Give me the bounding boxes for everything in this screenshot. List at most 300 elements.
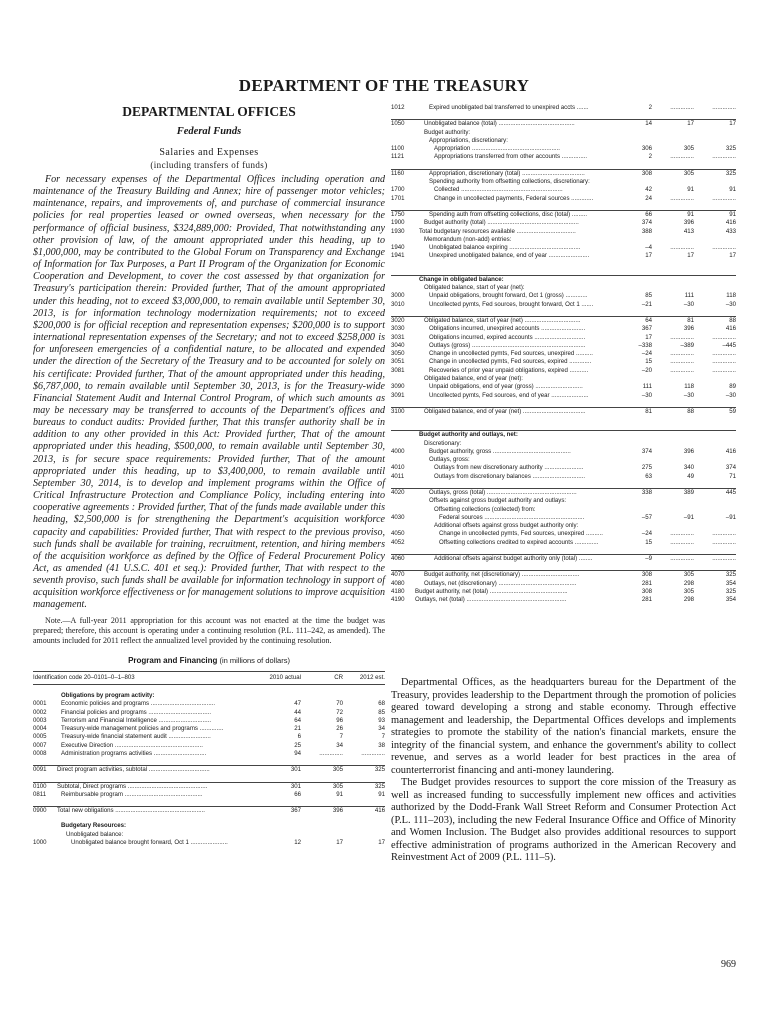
value-2012-est: 416 [725, 219, 736, 227]
value-cr: 305 [652, 571, 694, 580]
spacer-row [391, 162, 736, 170]
line-code: 3090 [391, 383, 405, 391]
account-title: Salaries and Expenses [159, 147, 259, 158]
table-row [391, 571, 736, 580]
value-2012-est: 91 [729, 186, 736, 194]
line-code: 0005 [33, 733, 47, 741]
value-2012-est: .............. [694, 555, 736, 564]
table-row [33, 807, 385, 816]
line-code: 4070 [391, 571, 415, 580]
line-code: 1100 [391, 145, 405, 153]
line-code: 4190 [391, 596, 405, 604]
table-row [391, 367, 736, 375]
spacer-cell [33, 815, 385, 822]
table-row [391, 186, 736, 194]
table-header-row [33, 671, 385, 684]
line-description: Collected ............................................................ [434, 186, 563, 194]
value-2012-est: 34 [378, 725, 385, 733]
line-description: Offsetting collections (collected) from: [434, 505, 536, 513]
line-description: Obligated balance, end of year (net): [424, 375, 523, 383]
value-2012-est: 38 [378, 741, 385, 749]
value-cr: .............. [670, 530, 694, 538]
table-row [391, 252, 736, 260]
value-2012-est: 325 [343, 782, 385, 791]
line-description: Outlays from new discretionary authority ....................... [434, 464, 584, 472]
line-description: Total budgetary resources available ................................... [419, 227, 576, 235]
line-description: Change in obligated balance: [415, 275, 736, 284]
value-2012-est: 71 [729, 472, 736, 480]
value-2010-actual: –30 [641, 391, 652, 399]
spacer-cell [391, 309, 736, 317]
value-2012-est: 118 [726, 292, 736, 300]
table-row [391, 383, 736, 391]
table-row [33, 766, 385, 775]
line-code: 3010 [391, 300, 405, 308]
value-cr: 70 [336, 700, 343, 708]
table-row [391, 145, 736, 153]
spacer-row [391, 416, 736, 423]
value-2012-est: 416 [725, 325, 736, 333]
table-row [391, 407, 736, 416]
spacer-row [391, 309, 736, 317]
value-2010-actual: 281 [641, 579, 652, 587]
section-subtitle: Federal Funds [176, 126, 242, 137]
line-code [391, 284, 415, 292]
value-2012-est: .............. [712, 358, 736, 366]
narrative-paragraph: The Budget provides resources to support the core mission of the Treasury as well as increased funding to successfully implement new offices and activities authorized by the Dodd-Frank Wall Street Reform and Consumer Protection Act (P.L. 111–203), including the new Federal Insurance Office and Office of Minority and Women Inclusion. The Budget also provides additional resources to support effective administration of programs authorized in the American Recovery and Reinvestment Act of 2009 (P.L. 111–5). [391, 777, 736, 863]
line-description: Treasury-wide financial statement audit ......................... [61, 733, 211, 741]
value-2010-actual: 338 [610, 488, 652, 497]
value-2012-est: 59 [694, 407, 736, 416]
line-description: Unobligated balance (total) ............................................. [415, 120, 610, 129]
line-code [391, 506, 415, 514]
value-2012-est: 374 [725, 464, 736, 472]
table-row [391, 440, 736, 448]
spacer-row [33, 815, 385, 822]
value-2010-actual: 388 [641, 227, 652, 235]
line-code: 0001 [33, 700, 47, 708]
table-row [33, 782, 385, 791]
table-row [33, 700, 385, 708]
value-cr: 91 [336, 790, 343, 798]
spacer-cell [391, 547, 736, 555]
line-code: 3050 [391, 350, 405, 358]
value-cr: .............. [670, 104, 694, 111]
value-2010-actual: 42 [645, 186, 652, 194]
line-description: Obligated balance, start of year (net) ................................. [415, 316, 610, 325]
line-code: 0007 [33, 741, 47, 749]
value-cr: –91 [683, 513, 694, 521]
spacer-row [391, 400, 736, 408]
value-2012-est: 416 [725, 447, 736, 455]
identification-code: Identification code 20–0101–0–1–803 [33, 671, 259, 684]
line-description: Budget authority: [424, 128, 471, 136]
value-cr: 298 [683, 579, 694, 587]
table-row [391, 178, 736, 186]
table-row [391, 292, 736, 300]
value-2010-actual: 367 [641, 325, 652, 333]
value-cr: 305 [683, 145, 694, 153]
table-row [33, 742, 385, 750]
value-2012-est: 325 [694, 571, 736, 580]
value-2012-est: .............. [712, 104, 736, 111]
line-description: Obligated balance, end of year (net) ..................................... [415, 407, 610, 416]
value-cr: 396 [683, 219, 694, 227]
line-code [391, 236, 415, 244]
line-code: 1701 [391, 194, 405, 202]
line-code: 3081 [391, 366, 405, 374]
spacer-row [391, 203, 736, 211]
spacer-cell [391, 423, 736, 431]
value-2010-actual: 367 [259, 807, 301, 816]
table-section-heading [33, 822, 385, 830]
program-financing-table-left [33, 671, 385, 848]
line-description: Unobligated balance: [66, 830, 124, 838]
value-2012-est: .............. [712, 194, 736, 202]
table-row [391, 464, 736, 472]
value-2012-est: 445 [694, 488, 736, 497]
program-financing-table-right [391, 104, 736, 605]
value-2012-est: 91 [378, 790, 385, 798]
value-2010-actual: 15 [645, 538, 652, 546]
value-2010-actual: 6 [297, 733, 301, 741]
line-description: Federal sources ........................................................... [439, 513, 585, 521]
value-cr: .............. [670, 366, 694, 374]
value-2012-est: 7 [381, 733, 385, 741]
table-row [391, 350, 736, 358]
table-row [391, 392, 736, 400]
value-cr: 413 [683, 227, 694, 235]
value-cr: 305 [301, 782, 343, 791]
column-header-2010: 2010 actual [259, 671, 301, 684]
table-row [391, 228, 736, 236]
line-code: 4060 [391, 555, 415, 564]
line-code: 1900 [391, 219, 405, 227]
value-2010-actual: 66 [294, 790, 301, 798]
table-row [33, 750, 385, 758]
line-description: Unpaid obligations, end of year (gross) ............................ [429, 383, 583, 391]
value-2012-est: 17 [694, 120, 736, 129]
line-description: Executive Direction .................................................... [61, 741, 203, 749]
value-cr: .............. [670, 194, 694, 202]
line-description: Appropriation .................................................... [434, 145, 560, 153]
value-2010-actual: 63 [645, 472, 652, 480]
table-row [391, 514, 736, 522]
appropriation-text: For necessary expenses of the Departmental Offices including operation and maintenance of the Treasury Building and Annex; hire of passenger motor vehicles; maintenance, repairs, and improvements of, and purchase of commercial insurance policies for real properties leased or owned overseas, when necessary for the performance of official business, $324,889,000: Provided, That notwithstanding any other provision of law, of the amount appropriated under this heading, up to $1,000,000, may be contributed to the Global Forum on Transparency and Exchange of Information for Tax Purposes, a Part II Program of the Organization for Economic Cooperation and Development, to cover the cost assessed by that organization for Treasury's participation therein: Provided further, That of the amount appropriated under this heading, not to exceed $3,000,000, to remain available until September 30, 2013, is for information technology modernization requirements; not to exceed $200,000 is for official reception and representation expenses; $200,000 is to support international representation expenses of the Secretary; and not to exceed $258,000 is for unforeseen emergencies of a confidential nature, to be allocated and expended under the direction of the Secretary of the Treasury and to be accounted for solely on his certificate: Provided further, That of the amount appropriated under this heading, $6,787,000, to remain available until September 30, 2013, is for the Treasury-wide Financial Statement Audit and Internal Control Program, of which such amounts as may be necessary may be transferred to accounts of the Department's offices and bureaus to conduct audits: Provided further, That this transfer authority shall be in addition to any other provided in this Act: Provided further, That of the amount appropriated under this heading, $500,000, to remain available until September 30, 2013, is for secure space requirements: Provided further, That of the amount appropriated under this heading, up to $3,400,000, to remain available until September 30, 2014, is to develop and implement programs within the Office of Critical Infrastructure Protection and Compliance Policy, including entering into cooperative agreements : Provided further, That of the funds made available under this heading, $2,500,000 is for strengthening the Department's acquisition workforce capacity and capabilities: Provided further, That with respect to the previous proviso, such funds shall be available for training, recruitment, retention, and hiring members of the acquisition workforce as defined by the Office of Federal Procurement Policy Act, as amended (41 U.S.C. 401 et seq.): Provided further, That with respect to the seventh proviso, such funds shall be available for information technology in support of acquisition workforce effectiveness or for management solutions to improve acquisition management. [33, 174, 385, 611]
value-2010-actual: 308 [641, 587, 652, 595]
line-description: Administration programs activities ............................... [61, 750, 207, 757]
table-row [391, 596, 736, 604]
line-description: Additional offsets against gross budget authority only: [434, 522, 579, 530]
line-code [391, 275, 415, 284]
table-row [391, 169, 736, 178]
line-code [391, 129, 415, 137]
table-row [33, 839, 385, 847]
value-cr: 91 [652, 210, 694, 219]
value-cr: 49 [687, 472, 694, 480]
line-description: Total new obligations ..................................................... [57, 807, 259, 816]
value-2010-actual: 85 [645, 292, 652, 300]
line-code: 4030 [391, 513, 405, 521]
spacer-row [391, 112, 736, 120]
spacer-row [391, 268, 736, 276]
value-cr: 396 [683, 325, 694, 333]
value-2010-actual: 94 [294, 750, 301, 757]
table-row [33, 831, 385, 839]
pf-units: (in millions of dollars) [219, 655, 290, 665]
value-cr: 305 [683, 587, 694, 595]
value-2012-est: .............. [361, 750, 385, 757]
value-2010-actual: 14 [610, 120, 652, 129]
value-2010-actual: –9 [610, 555, 652, 564]
value-2012-est: .............. [712, 366, 736, 374]
table-row [33, 791, 385, 799]
table-row [33, 717, 385, 725]
value-2012-est: 325 [694, 169, 736, 178]
spacer-row [33, 684, 385, 692]
value-cr: 72 [336, 708, 343, 716]
line-code: 3020 [391, 316, 415, 325]
line-description: Recoveries of prior year unpaid obligations, expired ........... [429, 366, 589, 374]
value-cr: 91 [687, 186, 694, 194]
line-description: Subtotal, Direct programs ............................................... [57, 782, 259, 791]
line-code: 1700 [391, 186, 405, 194]
value-2010-actual: 47 [294, 700, 301, 708]
line-code: 0900 [33, 807, 57, 816]
table-row [391, 456, 736, 464]
line-description: Change in uncollected pymts, Fed sources, expired ............. [429, 358, 592, 366]
table-row [391, 488, 736, 497]
line-description: Offsetting collections credited to expired accounts .............. [439, 538, 599, 546]
value-2012-est: –445 [722, 341, 736, 349]
line-code: 0008 [33, 750, 47, 757]
value-2010-actual: 24 [645, 194, 652, 202]
line-description: Discretionary: [424, 439, 462, 447]
line-description: Outlays, gross: [429, 456, 470, 464]
page-number: 969 [721, 959, 736, 970]
line-description: Spending auth from offsetting collections, disc (total) ......... [415, 210, 610, 219]
value-cr: .............. [670, 358, 694, 366]
value-2010-actual: 21 [294, 725, 301, 733]
table-row [33, 725, 385, 733]
table-row [391, 497, 736, 505]
value-cr: –389 [680, 341, 694, 349]
spacer-row [33, 775, 385, 783]
value-2012-est: 88 [694, 316, 736, 325]
table-row [391, 334, 736, 342]
table-row [391, 236, 736, 244]
line-code: 0003 [33, 716, 47, 724]
line-code: 4020 [391, 488, 415, 497]
table-row [391, 153, 736, 161]
line-code: 4052 [391, 538, 405, 546]
line-description: Unobligated balance brought forward, Oct 1 ...................... [71, 839, 228, 847]
line-description: Unobligated balance expiring .......................................... [429, 244, 581, 252]
line-description: Terrorism and Financial Intelligence ............................... [61, 716, 212, 724]
value-2010-actual: 301 [259, 782, 301, 791]
spacer-cell [391, 416, 736, 423]
line-description: Change in uncollected payments, Federal sources ............. [434, 194, 594, 202]
table-row [391, 473, 736, 481]
table-row [391, 316, 736, 325]
value-cr: .............. [670, 244, 694, 252]
pf-title: Program and Financing [128, 655, 218, 665]
value-2010-actual: 306 [641, 145, 652, 153]
table-row [391, 137, 736, 145]
line-code: 1012 [391, 104, 405, 111]
line-description: Budget authority (total) ...................................................... [424, 219, 579, 227]
value-2010-actual: 17 [645, 252, 652, 260]
value-2012-est: .............. [712, 244, 736, 252]
value-2012-est: .............. [712, 333, 736, 341]
value-2010-actual: 17 [645, 333, 652, 341]
line-description: Outlays from discretionary balances ............................... [434, 472, 586, 480]
value-cr: .............. [652, 555, 694, 564]
value-cr: –30 [683, 391, 694, 399]
table-row [33, 733, 385, 741]
line-code [391, 522, 415, 530]
table-row [391, 358, 736, 366]
line-code: 1940 [391, 244, 405, 252]
value-cr: 81 [652, 316, 694, 325]
section-title: DEPARTMENTAL OFFICES [122, 104, 296, 119]
value-2012-est: 325 [725, 145, 736, 153]
spacer-row [33, 799, 385, 807]
account-subtitle: (including transfers of funds) [150, 160, 268, 170]
value-2010-actual: 301 [259, 766, 301, 775]
spacer-cell [391, 261, 736, 268]
spacer-row [391, 547, 736, 555]
table-section-heading [391, 275, 736, 284]
line-description: Additional offsets against budget authority only (total) ........ [415, 555, 610, 564]
value-2012-est: 68 [378, 700, 385, 708]
line-code: 3000 [391, 292, 405, 300]
narrative-paragraph: Departmental Offices, as the headquarters bureau for the Department of the Treasury, provides leadership to the Department through the promotion of policies geared toward developing a strong and stable economy. Through effective management and leadership, the Departmental Offices develops and implements strategies to promote the stability of the nation's financial markets, ensure the integrity of the financial system, and enhance the government's ability to collect revenue, and serves as a world leader for best practices in the area of counterterrorist financing and anti-money laundering. [391, 677, 736, 776]
value-2010-actual: –21 [641, 300, 652, 308]
line-description: Economic policies and programs ...................................... [61, 700, 216, 708]
line-code: 0004 [33, 725, 47, 733]
value-2010-actual: 281 [641, 596, 652, 604]
value-2010-actual: 2 [648, 104, 652, 111]
line-code: 4010 [391, 464, 405, 472]
spacer-cell [391, 112, 736, 120]
value-2012-est: 354 [725, 596, 736, 604]
value-cr: .............. [319, 750, 343, 757]
table-row [391, 555, 736, 564]
table-row [391, 522, 736, 530]
value-2010-actual: –4 [645, 244, 652, 252]
value-cr: 17 [687, 252, 694, 260]
value-2010-actual: 64 [610, 316, 652, 325]
value-2012-est: 91 [694, 210, 736, 219]
value-2012-est: 433 [725, 227, 736, 235]
line-description: Spending authority from offsetting collections, discretionary: [429, 178, 590, 186]
line-code [391, 456, 415, 464]
right-table-body [391, 104, 736, 605]
value-2010-actual: 64 [294, 716, 301, 724]
line-description: Budget authority and outlays, net: [415, 431, 736, 440]
value-2012-est: 325 [725, 587, 736, 595]
line-description: Outlays, net (discretionary) .............................................. [424, 579, 577, 587]
value-2012-est: –30 [725, 391, 736, 399]
line-description: Obligations incurred, expired accounts .............................. [429, 333, 586, 341]
table-row [33, 709, 385, 717]
line-description: Outlays (gross) ................................................................... [429, 341, 586, 349]
spacer-cell [33, 684, 385, 692]
value-2010-actual: 25 [294, 741, 301, 749]
table-row [391, 301, 736, 309]
line-description: Direct program activities, subtotal .................................... [57, 766, 259, 775]
value-2010-actual: –20 [641, 366, 652, 374]
spacer-row [391, 261, 736, 268]
table-row [391, 195, 736, 203]
value-cr: 96 [336, 716, 343, 724]
line-description: Budget authority, net (discretionary) .................................. [415, 571, 610, 580]
line-code: 0091 [33, 766, 57, 775]
value-2010-actual: –57 [641, 513, 652, 521]
line-code: 0100 [33, 782, 57, 791]
value-cr: 17 [652, 120, 694, 129]
line-code [33, 692, 57, 700]
line-code: 1750 [391, 210, 415, 219]
value-cr: 305 [301, 766, 343, 775]
line-code [391, 440, 415, 448]
table-section-heading [391, 431, 736, 440]
line-description: Change in uncollected pymts, Fed sources, unexpired .......... [439, 530, 603, 538]
value-2010-actual: 15 [645, 358, 652, 366]
table-row [391, 580, 736, 588]
line-code [391, 375, 415, 383]
value-cr: .............. [670, 333, 694, 341]
spacer-cell [391, 481, 736, 489]
line-code: 3031 [391, 333, 405, 341]
line-description: Unexpired unobligated balance, end of year ........................ [429, 252, 590, 260]
value-2010-actual: 374 [641, 447, 652, 455]
line-code: 4180 [391, 587, 405, 595]
value-2012-est: 416 [343, 807, 385, 816]
line-code: 1160 [391, 169, 415, 178]
spacer-row [33, 758, 385, 766]
value-cr: .............. [670, 350, 694, 358]
value-2010-actual: 81 [610, 407, 652, 416]
spacer-cell [391, 400, 736, 408]
line-description: Appropriations, discretionary: [429, 136, 508, 144]
line-description: Outlays, net (total) ........................................................... [415, 596, 567, 604]
line-code: 4050 [391, 530, 405, 538]
program-financing-heading [33, 656, 385, 665]
table-row [391, 284, 736, 292]
spacer-cell [391, 162, 736, 170]
value-2010-actual: 12 [294, 839, 301, 847]
line-code [391, 497, 415, 505]
line-description: Memorandum (non-add) entries: [424, 235, 512, 243]
value-cr: –30 [683, 300, 694, 308]
line-code: 3040 [391, 341, 405, 349]
line-description: Obligations by program activity: [61, 691, 155, 699]
line-code: 3030 [391, 325, 405, 333]
value-cr: 340 [683, 464, 694, 472]
value-cr: 396 [301, 807, 343, 816]
value-2010-actual: –24 [641, 530, 652, 538]
line-code: 1000 [33, 839, 47, 847]
right-column [391, 104, 736, 605]
column-header-2012: 2012 est. [343, 671, 385, 684]
value-2012-est: 89 [729, 383, 736, 391]
value-cr: 17 [336, 839, 343, 847]
value-2010-actual: 275 [641, 464, 652, 472]
line-description: Reimbursable program .............................................. [61, 790, 203, 798]
value-2012-est: 17 [378, 839, 385, 847]
